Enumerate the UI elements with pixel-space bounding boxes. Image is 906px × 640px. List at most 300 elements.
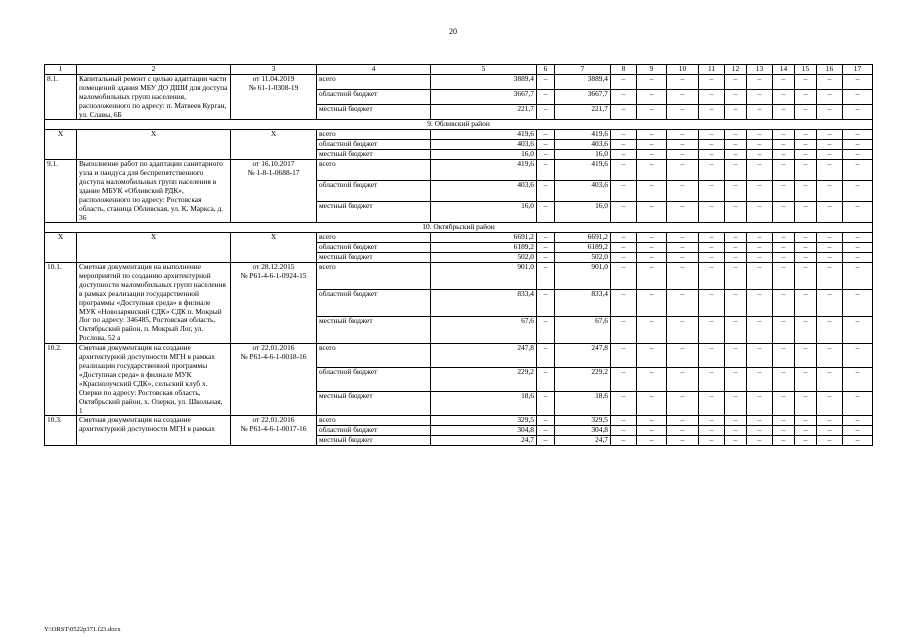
funding-source: всего (317, 160, 431, 181)
dash-cell: – (817, 253, 843, 263)
dash-cell: – (667, 181, 699, 202)
total-amount: 18,6 (431, 392, 537, 416)
dash-cell: – (817, 160, 843, 181)
dash-cell: – (667, 253, 699, 263)
total-amount: 502,0 (431, 253, 537, 263)
dash-cell: – (843, 243, 873, 253)
dash-cell: – (773, 416, 795, 426)
total-amount: 67,6 (431, 317, 537, 344)
dash-cell: – (667, 140, 699, 150)
year-amount: 18,6 (555, 392, 611, 416)
funding-source: местный бюджет (317, 150, 431, 160)
year-amount: 901,0 (555, 263, 611, 290)
year-amount: 403,6 (555, 140, 611, 150)
dash-cell: – (817, 416, 843, 426)
total-amount: 403,6 (431, 181, 537, 202)
dash-cell: – (795, 344, 817, 368)
dash-cell: – (773, 317, 795, 344)
dash-cell: – (795, 74, 817, 89)
dash-cell: – (725, 426, 747, 436)
year-amount: 502,0 (555, 253, 611, 263)
dash-cell: – (817, 290, 843, 317)
dash-cell: – (843, 253, 873, 263)
file-path-footer: Y:\ORST\0522p371.f23.docx (44, 626, 121, 633)
dash-cell: – (611, 90, 637, 105)
dash-cell: – (699, 74, 725, 89)
dash-cell: – (699, 290, 725, 317)
dash-cell: – (637, 150, 667, 160)
dash-cell: – (817, 263, 843, 290)
funding-source: местный бюджет (317, 105, 431, 120)
dash-cell: – (637, 140, 667, 150)
dash-cell: – (537, 368, 555, 392)
dash-cell: – (773, 202, 795, 223)
total-amount: 221,7 (431, 105, 537, 120)
dash-cell: – (747, 243, 773, 253)
year-amount: 247,8 (555, 344, 611, 368)
dash-cell: – (725, 140, 747, 150)
dash-cell: – (537, 436, 555, 446)
dash-cell: – (747, 263, 773, 290)
dash-cell: – (537, 90, 555, 105)
dash-cell: – (725, 290, 747, 317)
dash-cell: – (843, 290, 873, 317)
dash-cell: – (699, 416, 725, 426)
dash-cell: – (537, 140, 555, 150)
column-number: 1 (45, 65, 77, 75)
total-amount: 419,6 (431, 160, 537, 181)
funding-source: местный бюджет (317, 436, 431, 446)
dash-cell: – (795, 416, 817, 426)
dash-cell: – (611, 181, 637, 202)
dash-cell: – (699, 150, 725, 160)
district-title: 10. Октябрьский район (45, 223, 873, 233)
dash-cell: – (611, 160, 637, 181)
dash-cell: – (747, 181, 773, 202)
funding-source: всего (317, 233, 431, 243)
dash-cell: – (843, 392, 873, 416)
column-number: 17 (843, 65, 873, 75)
dash-cell: – (637, 130, 667, 140)
dash-cell: – (773, 426, 795, 436)
dash-cell: – (699, 105, 725, 120)
dash-cell: – (725, 150, 747, 160)
dash-cell: – (843, 233, 873, 243)
dash-cell: – (667, 317, 699, 344)
dash-cell: – (773, 243, 795, 253)
year-amount: 419,6 (555, 160, 611, 181)
item-number: 9.1. (45, 160, 77, 223)
dash-cell: – (725, 181, 747, 202)
dash-cell: – (773, 436, 795, 446)
dash-cell: – (667, 233, 699, 243)
dash-cell: – (699, 253, 725, 263)
dash-cell: – (537, 130, 555, 140)
dash-cell: – (747, 130, 773, 140)
dash-cell: – (817, 105, 843, 120)
column-number: 15 (795, 65, 817, 75)
dash-cell: – (611, 426, 637, 436)
year-amount: 304,8 (555, 426, 611, 436)
dash-cell: – (773, 263, 795, 290)
dash-cell: – (611, 105, 637, 120)
dash-cell: – (817, 368, 843, 392)
dash-cell: – (725, 233, 747, 243)
item-name: Сметная документация на выполнение мероприятий по созданию архитектурной доступности маломобильных групп населения в рамках реализации государственной программы «Доступная среда» в филиале МУК «Новозарянский СДК» СДК п. Мокрый Лог по адресу: 346485, Ростовская область, Октябрьский район, п. Мокрый Лог, ул. Рослова, 52 а (77, 263, 231, 344)
dash-cell: – (611, 202, 637, 223)
dash-cell: – (637, 90, 667, 105)
dash-cell: – (817, 140, 843, 150)
dash-cell: – (667, 202, 699, 223)
year-amount: 16,0 (555, 150, 611, 160)
table-row (45, 74, 873, 89)
dash-cell: – (667, 368, 699, 392)
budget-table (44, 64, 873, 446)
dash-cell: – (725, 105, 747, 120)
dash-cell: – (795, 202, 817, 223)
dash-cell: – (725, 344, 747, 368)
dash-cell: – (795, 105, 817, 120)
dash-cell: – (667, 416, 699, 426)
year-amount: 3667,7 (555, 90, 611, 105)
table-row (45, 160, 873, 181)
dash-cell: – (537, 233, 555, 243)
item-name: Сметная документация на создание архитектурной доступности МГН в рамках реализации государственной программы «Доступная среда» в филиале МУК «Краснолучский СДК», сельский клуб х. Озерки по адресу: Ростовская область, Октябрьский район, х. Озерки, ул. Школьная, 1 (77, 344, 231, 416)
year-amount: 221,7 (555, 105, 611, 120)
funding-source: местный бюджет (317, 392, 431, 416)
total-amount: 247,8 (431, 344, 537, 368)
dash-cell: – (537, 392, 555, 416)
dash-cell: – (795, 160, 817, 181)
dash-cell: – (667, 436, 699, 446)
dash-cell: – (537, 160, 555, 181)
dash-cell: – (747, 344, 773, 368)
dash-cell: – (637, 436, 667, 446)
dash-cell: – (817, 243, 843, 253)
total-amount: 419,6 (431, 130, 537, 140)
dash-cell: – (725, 317, 747, 344)
total-amount: 901,0 (431, 263, 537, 290)
dash-cell: – (537, 150, 555, 160)
dash-cell: – (699, 202, 725, 223)
dash-cell: – (773, 130, 795, 140)
dash-cell: – (725, 130, 747, 140)
column-number: 16 (817, 65, 843, 75)
dash-cell: – (611, 368, 637, 392)
dash-cell: – (611, 74, 637, 89)
dash-cell: – (817, 202, 843, 223)
dash-cell: – (817, 426, 843, 436)
total-amount: 3667,7 (431, 90, 537, 105)
table-row (45, 130, 873, 140)
dash-cell: – (725, 253, 747, 263)
dash-cell: – (667, 243, 699, 253)
dash-cell: – (537, 290, 555, 317)
dash-cell: – (747, 290, 773, 317)
dash-cell: – (611, 392, 637, 416)
dash-cell: – (667, 74, 699, 89)
item-name: Сметная документация на создание архитектурной доступности МГН в рамках (77, 416, 231, 446)
dash-cell: – (667, 426, 699, 436)
district-title: 9. Обливский район (45, 120, 873, 130)
table-row (45, 233, 873, 243)
dash-cell: – (537, 253, 555, 263)
dash-cell: – (843, 344, 873, 368)
dash-cell: – (747, 90, 773, 105)
dash-cell: – (537, 243, 555, 253)
item-name: Х (77, 130, 231, 160)
dash-cell: – (537, 317, 555, 344)
column-number: 9 (637, 65, 667, 75)
dash-cell: – (843, 130, 873, 140)
dash-cell: – (699, 160, 725, 181)
dash-cell: – (637, 243, 667, 253)
dash-cell: – (773, 150, 795, 160)
dash-cell: – (747, 392, 773, 416)
dash-cell: – (843, 74, 873, 89)
funding-source: всего (317, 263, 431, 290)
dash-cell: – (699, 263, 725, 290)
dash-cell: – (611, 436, 637, 446)
dash-cell: – (773, 233, 795, 243)
dash-cell: – (637, 368, 667, 392)
dash-cell: – (725, 416, 747, 426)
dash-cell: – (817, 392, 843, 416)
dash-cell: – (699, 140, 725, 150)
dash-cell: – (637, 263, 667, 290)
dash-cell: – (637, 392, 667, 416)
document-reference: Х (231, 233, 317, 263)
dash-cell: – (747, 253, 773, 263)
district-section-row (45, 120, 873, 130)
year-amount: 833,4 (555, 290, 611, 317)
dash-cell: – (747, 150, 773, 160)
dash-cell: – (843, 426, 873, 436)
table-row (45, 416, 873, 426)
dash-cell: – (795, 90, 817, 105)
dash-cell: – (611, 290, 637, 317)
year-amount: 329,5 (555, 416, 611, 426)
dash-cell: – (725, 436, 747, 446)
dash-cell: – (747, 368, 773, 392)
column-number: 7 (555, 65, 611, 75)
year-amount: 403,6 (555, 181, 611, 202)
dash-cell: – (637, 202, 667, 223)
document-reference: от 22.01.2016 № Р61-4-6-1-0018-16 (231, 344, 317, 416)
dash-cell: – (747, 160, 773, 181)
dash-cell: – (699, 317, 725, 344)
document-reference: от 28.12.2015 № Р61-4-6-1-0924-15 (231, 263, 317, 344)
dash-cell: – (611, 416, 637, 426)
dash-cell: – (817, 436, 843, 446)
dash-cell: – (699, 436, 725, 446)
dash-cell: – (773, 90, 795, 105)
funding-source: областной бюджет (317, 426, 431, 436)
table-row (45, 263, 873, 290)
dash-cell: – (773, 253, 795, 263)
document-reference: Х (231, 130, 317, 160)
dash-cell: – (725, 392, 747, 416)
dash-cell: – (773, 392, 795, 416)
dash-cell: – (537, 416, 555, 426)
total-amount: 833,4 (431, 290, 537, 317)
year-amount: 6691,2 (555, 233, 611, 243)
column-number: 3 (231, 65, 317, 75)
dash-cell: – (843, 436, 873, 446)
dash-cell: – (795, 263, 817, 290)
total-amount: 6691,2 (431, 233, 537, 243)
column-number: 12 (725, 65, 747, 75)
column-number: 5 (431, 65, 537, 75)
dash-cell: – (637, 344, 667, 368)
dash-cell: – (773, 140, 795, 150)
document-reference: от 16.10.2017 № 1-8-1-0688-17 (231, 160, 317, 223)
dash-cell: – (667, 105, 699, 120)
item-number: 10.3. (45, 416, 77, 446)
dash-cell: – (667, 160, 699, 181)
funding-source: областной бюджет (317, 368, 431, 392)
item-number: Х (45, 130, 77, 160)
dash-cell: – (843, 416, 873, 426)
dash-cell: – (817, 150, 843, 160)
dash-cell: – (537, 105, 555, 120)
dash-cell: – (699, 233, 725, 243)
dash-cell: – (637, 426, 667, 436)
dash-cell: – (699, 426, 725, 436)
item-number: 10.2. (45, 344, 77, 416)
item-number: 10.1. (45, 263, 77, 344)
year-amount: 16,0 (555, 202, 611, 223)
column-number-row (45, 65, 873, 75)
dash-cell: – (773, 290, 795, 317)
funding-source: всего (317, 416, 431, 426)
dash-cell: – (747, 74, 773, 89)
dash-cell: – (699, 181, 725, 202)
year-amount: 6189,2 (555, 243, 611, 253)
item-name: Х (77, 233, 231, 263)
column-number: 2 (77, 65, 231, 75)
dash-cell: – (747, 426, 773, 436)
dash-cell: – (611, 130, 637, 140)
column-number: 4 (317, 65, 431, 75)
year-amount: 419,6 (555, 130, 611, 140)
dash-cell: – (725, 202, 747, 223)
dash-cell: – (795, 233, 817, 243)
dash-cell: – (843, 140, 873, 150)
dash-cell: – (773, 344, 795, 368)
dash-cell: – (611, 150, 637, 160)
dash-cell: – (795, 436, 817, 446)
dash-cell: – (795, 368, 817, 392)
dash-cell: – (667, 344, 699, 368)
total-amount: 403,6 (431, 140, 537, 150)
dash-cell: – (795, 243, 817, 253)
dash-cell: – (843, 90, 873, 105)
dash-cell: – (843, 150, 873, 160)
column-number: 10 (667, 65, 699, 75)
dash-cell: – (795, 150, 817, 160)
funding-source: всего (317, 344, 431, 368)
total-amount: 6189,2 (431, 243, 537, 253)
funding-source: областной бюджет (317, 140, 431, 150)
dash-cell: – (843, 368, 873, 392)
total-amount: 304,8 (431, 426, 537, 436)
dash-cell: – (843, 181, 873, 202)
dash-cell: – (699, 243, 725, 253)
dash-cell: – (637, 181, 667, 202)
dash-cell: – (747, 233, 773, 243)
funding-source: областной бюджет (317, 181, 431, 202)
dash-cell: – (667, 130, 699, 140)
dash-cell: – (773, 181, 795, 202)
dash-cell: – (747, 317, 773, 344)
dash-cell: – (795, 140, 817, 150)
item-name: Выполнение работ по адаптации санитарного узла и пандуса для беспрепятственного доступа маломобильных групп населения в здание МБУК «Обливский РДК», расположенного по адресу: Ростовская область, станица Обливская, ул. К. Маркса, д. 36 (77, 160, 231, 223)
district-section-row (45, 223, 873, 233)
item-number: Х (45, 233, 77, 263)
dash-cell: – (843, 317, 873, 344)
total-amount: 16,0 (431, 150, 537, 160)
dash-cell: – (817, 181, 843, 202)
column-number: 11 (699, 65, 725, 75)
total-amount: 3889,4 (431, 74, 537, 89)
dash-cell: – (817, 130, 843, 140)
funding-source: всего (317, 74, 431, 89)
dash-cell: – (725, 90, 747, 105)
dash-cell: – (843, 202, 873, 223)
dash-cell: – (537, 74, 555, 89)
dash-cell: – (667, 290, 699, 317)
total-amount: 24,7 (431, 436, 537, 446)
dash-cell: – (611, 317, 637, 344)
dash-cell: – (637, 416, 667, 426)
table-row (45, 344, 873, 368)
dash-cell: – (795, 290, 817, 317)
total-amount: 329,5 (431, 416, 537, 426)
dash-cell: – (699, 368, 725, 392)
dash-cell: – (843, 160, 873, 181)
dash-cell: – (817, 90, 843, 105)
column-number: 6 (537, 65, 555, 75)
dash-cell: – (637, 233, 667, 243)
dash-cell: – (773, 160, 795, 181)
dash-cell: – (795, 181, 817, 202)
dash-cell: – (747, 416, 773, 426)
dash-cell: – (817, 317, 843, 344)
column-number: 14 (773, 65, 795, 75)
document-reference: от 11.04.2019 № 61-1-0308-19 (231, 74, 317, 120)
item-name: Капитальный ремонт с целью адаптации части помещений здания МБУ ДО ДШИ для доступа маломобильных групп населения, расположенного по адресу: п. Матвеев Курган, ул. Славы, 6Б (77, 74, 231, 120)
total-amount: 229,2 (431, 368, 537, 392)
dash-cell: – (773, 105, 795, 120)
dash-cell: – (747, 436, 773, 446)
dash-cell: – (843, 263, 873, 290)
dash-cell: – (795, 130, 817, 140)
dash-cell: – (537, 181, 555, 202)
funding-source: местный бюджет (317, 317, 431, 344)
dash-cell: – (817, 74, 843, 89)
dash-cell: – (817, 233, 843, 243)
column-number: 8 (611, 65, 637, 75)
dash-cell: – (537, 263, 555, 290)
funding-source: областной бюджет (317, 243, 431, 253)
dash-cell: – (725, 243, 747, 253)
dash-cell: – (637, 74, 667, 89)
dash-cell: – (725, 74, 747, 89)
dash-cell: – (667, 392, 699, 416)
dash-cell: – (611, 253, 637, 263)
dash-cell: – (637, 317, 667, 344)
